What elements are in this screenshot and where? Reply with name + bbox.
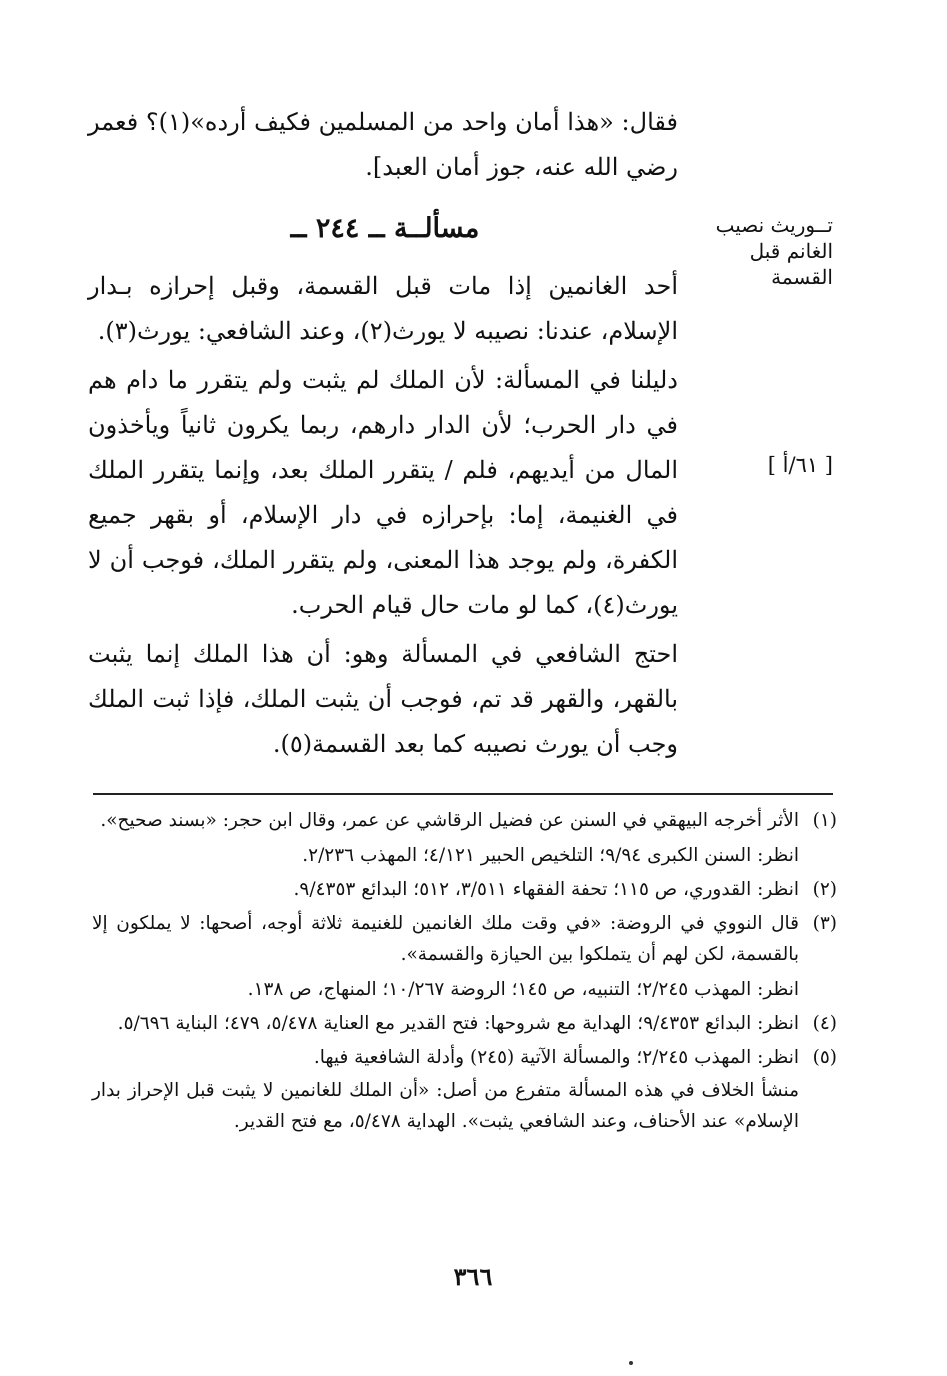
page-number: ٣٦٦: [453, 1262, 493, 1291]
evidence-paragraph: دليلنا في المسألة: لأن الملك لم يثبت ولم يتقرر ما دام هم في دار الحرب؛ لأن الدار دارهم، ربما يكرون ثانياً ويأخذون المال من أيديهم، فلم / يتقرر الملك بعد، وإنما يتقرر الملك في الغنيمة، إما: بإحرازه في دار الإسلام، أو بقهر جميع الكفرة، ولم يوجد هذا المعنى، ولم يتقرر الملك، فوجب أن لا يورث(٤)، كما لو مات حال قيام الحرب.: [88, 366, 678, 619]
footnote-text: انظر: البدائع ٩/٤٣٥٣؛ الهداية مع شروحها: فتح القدير مع العناية ٥/٤٧٨، ٤٧٩؛ البناية ٥/٦٩٦.: [117, 1013, 799, 1034]
footnote-text: الأثر أخرجه البيهقي في السنن عن فضيل الرقاشي عن عمر، وقال ابن حجر: «بسند صحيح».: [100, 810, 799, 831]
margin-title-line1: تــوريث نصيب: [715, 213, 833, 237]
footnote-number: (٤): [812, 1013, 837, 1034]
footnote-text: قال النووي في الروضة: «في وقت ملك الغانمين للغنيمة ثلاثة أوجه، أصحها: لا يملكون إلا بالقسمة، لكن لهم أن يتملكوا بين الحيازة والقسمة».: [92, 913, 799, 965]
footnote-2: [92, 874, 837, 905]
scan-speck: [629, 1361, 633, 1365]
footnote-text: انظر: المهذب ٢/٢٤٥؛ والمسألة الآتية (٢٤٥) وأدلة الشافعية فيها.: [313, 1047, 799, 1068]
footnote-number: (٣): [812, 913, 837, 934]
footnote-number: (٥): [812, 1047, 837, 1068]
footnote-3-references: انظر: المهذب ٢/٢٤٥؛ التنبيه، ص ١٤٥؛ الروضة ١٠/٢٦٧؛ المنهاج، ص ١٣٨.: [247, 979, 799, 1000]
footnote-number: (٢): [812, 879, 837, 900]
folio-marker: [ ٦١/أ ]: [767, 453, 833, 477]
footnote-number: (١): [812, 810, 837, 831]
footnote-5: [92, 1042, 837, 1073]
footnote-3: [92, 908, 837, 970]
margin-title-line2: الغانم قبل القسمة: [749, 239, 833, 289]
issue-heading: مسألــة ــ ٢٤٤ ــ: [290, 213, 480, 244]
issue-paragraph: أحد الغانمين إذا مات قبل القسمة، وقبل إحرازه بـدار الإسلام، عندنا: نصيبه لا يورث(٢)، وعند الشافعي: يورث(٣).: [88, 272, 678, 345]
footnote-4: [92, 1008, 837, 1039]
footnotes-section: [92, 805, 837, 1137]
footnote-divider: [93, 793, 833, 795]
intro-paragraph: فقال: «هذا أمان واحد من المسلمين فكيف أرده»(١)؟ فعمر رضي الله عنه، جوز أمان العبد].: [88, 108, 678, 181]
footnote-1-references: انظر: السنن الكبرى ٩/٩٤؛ التلخيص الحبير ٤/١٢١؛ المهذب ٢/٢٣٦.: [302, 845, 799, 866]
footnote-1: [92, 805, 837, 836]
footnote-text: انظر: القدوري، ص ١١٥؛ تحفة الفقهاء ٣/٥١١، ٥١٢؛ البدائع ٩/٤٣٥٣.: [293, 879, 799, 900]
footnote-5-continuation: منشأ الخلاف في هذه المسألة متفرع من أصل: «أن الملك للغانمين لا يثبت قبل الإحراز بدار الإسلام» عند الأحناف، وعند الشافعي يثبت». الهداية ٥/٤٧٨، مع فتح القدير.: [92, 1080, 799, 1132]
margin-title: [683, 212, 833, 290]
shafii-argument-paragraph: احتج الشافعي في المسألة وهو: أن هذا الملك إنما يثبت بالقهر، والقهر قد تم، فوجب أن يثبت الملك، فإذا ثبت الملك وجب أن يورث نصيبه كما بعد القسمة(٥).: [88, 640, 678, 758]
